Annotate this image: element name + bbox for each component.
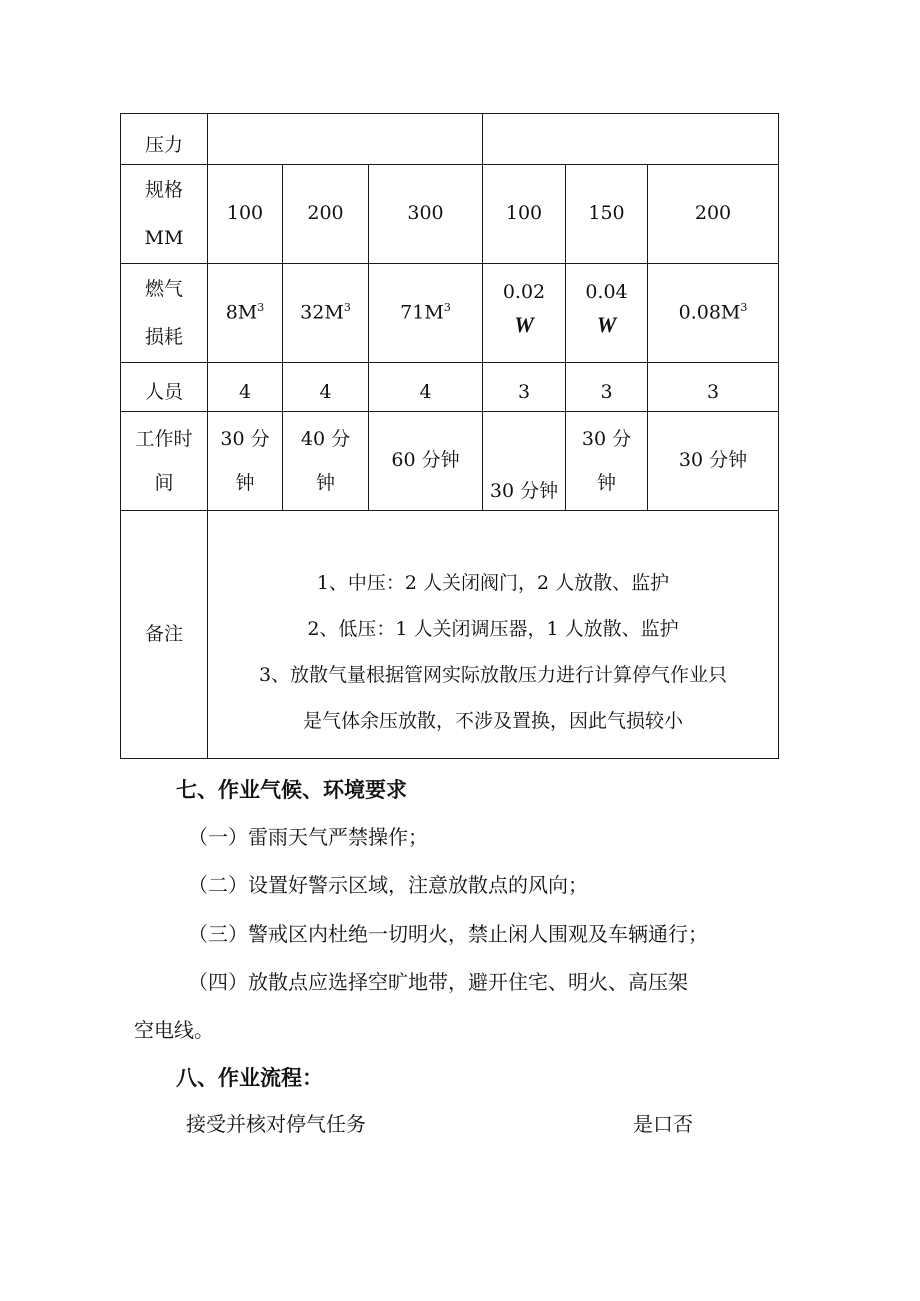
pressure-row — [121, 114, 779, 165]
time-label: 工作时 间 — [121, 412, 208, 511]
remark-line: 2、低压：1 人关闭调压器，1 人放散、监护 — [307, 617, 679, 640]
gas-loss-cell: 0.02 W — [483, 264, 566, 363]
time-cell: 30 分钟 — [648, 412, 779, 511]
spec-cell: 150 — [566, 165, 648, 264]
time-cell: 30 分 钟 — [208, 412, 283, 511]
gas-loss-row — [121, 264, 779, 363]
staff-label: 人员 — [121, 363, 208, 412]
remark-line: 1、中压：2 人关闭阀门，2 人放散、监护 — [316, 571, 670, 594]
spec-cell: 300 — [369, 165, 483, 264]
staff-cell: 3 — [483, 363, 566, 412]
staff-row — [121, 363, 779, 412]
section-7-item: （一）雷雨天气严禁操作； — [188, 825, 428, 849]
gas-loss-cell: $0.08M^3$ — [648, 264, 779, 363]
gas-loss-cell: 0.04 W — [566, 264, 648, 363]
staff-cell: 4 — [283, 363, 369, 412]
gas-loss-table — [120, 113, 779, 759]
time-cell: 40 分 钟 — [283, 412, 369, 511]
low-pressure-cell — [483, 114, 779, 165]
time-cell: 60 分钟 — [369, 412, 483, 511]
spec-cell: 200 — [648, 165, 779, 264]
flow-decision-yes-no: 是口否 — [633, 1112, 693, 1136]
section-7-item: （三）警戒区内杜绝一切明火，禁止闲人围观及车辆通行； — [188, 922, 708, 946]
spec-cell: 100 — [208, 165, 283, 264]
remarks-cell — [208, 511, 779, 759]
section-7-title: 七、作业气候、环境要求 — [176, 778, 407, 802]
staff-cell: 3 — [648, 363, 779, 412]
remarks-row — [121, 511, 779, 759]
spec-row — [121, 165, 779, 264]
section-8-title: 八、作业流程： — [176, 1066, 323, 1090]
medium-pressure-cell — [208, 114, 483, 165]
section-7-item: 空电线。 — [134, 1018, 214, 1042]
staff-cell: 4 — [208, 363, 283, 412]
remarks-label: 备注 — [121, 511, 208, 759]
time-cell: 30 分钟 — [483, 412, 566, 511]
section-7-item: （二）设置好警示区域，注意放散点的风向； — [188, 873, 588, 897]
time-row — [121, 412, 779, 511]
section-7-item: （四）放散点应选择空旷地带，避开住宅、明火、高压架 — [188, 970, 688, 994]
pressure-label: 压力 — [121, 114, 208, 165]
remark-line: 是气体余压放散，不涉及置换，因此气损较小 — [302, 709, 683, 732]
gas-loss-label: 燃气 损耗 — [121, 264, 208, 363]
gas-loss-cell: $71M^3$ — [369, 264, 483, 363]
spec-cell: 200 — [283, 165, 369, 264]
gas-loss-cell: $8M^3$ — [208, 264, 283, 363]
gas-loss-cell: $32M^3$ — [283, 264, 369, 363]
spec-cell: 100 — [483, 165, 566, 264]
staff-cell: 4 — [369, 363, 483, 412]
remark-line: 3、放散气量根据管网实际放散压力进行计算停气作业只 — [258, 663, 728, 686]
time-cell: 30 分 钟 — [566, 412, 648, 511]
spec-label: 规格 MM — [121, 165, 208, 264]
staff-cell: 3 — [566, 363, 648, 412]
flow-step-accept-task: 接受并核对停气任务 — [186, 1112, 366, 1136]
